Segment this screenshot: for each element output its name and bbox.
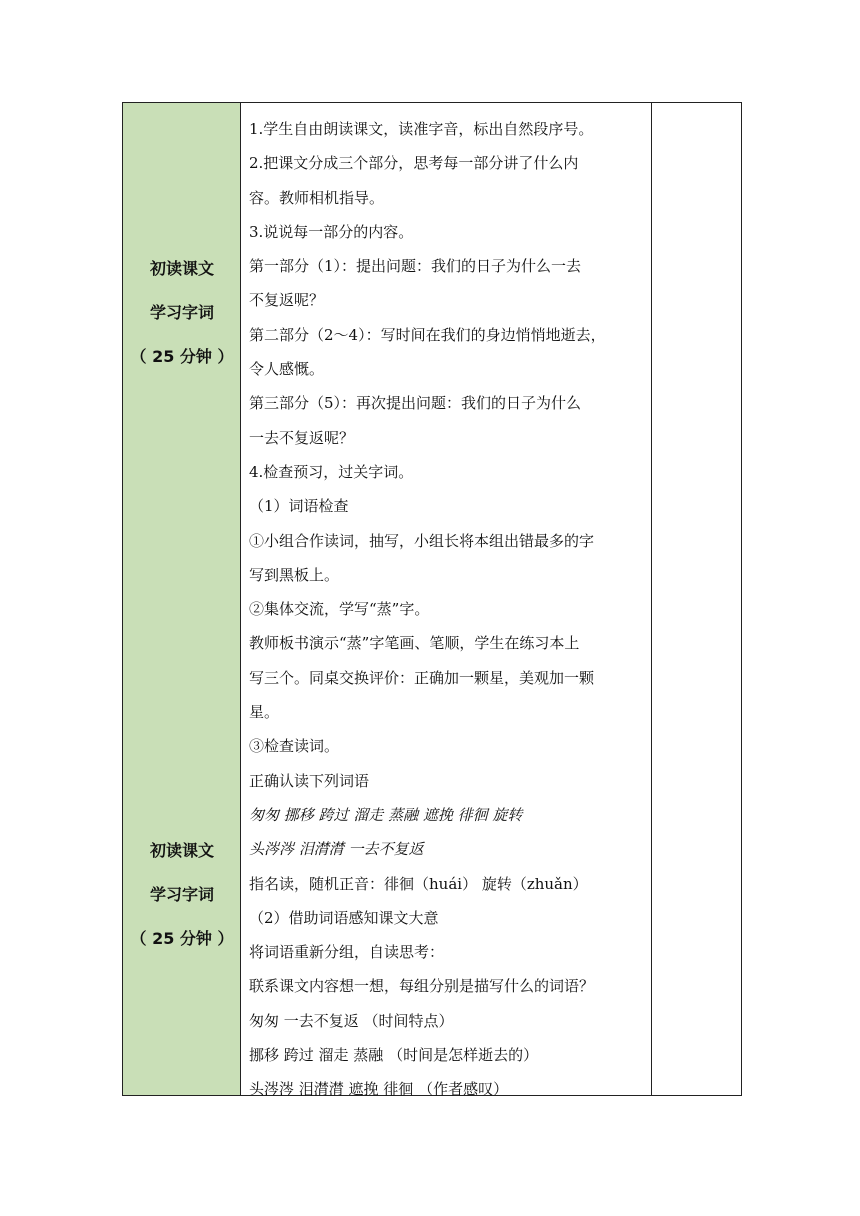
content-line: 正确认读下列词语 [249, 771, 370, 790]
content-line: 2.把课文分成三个部分，思考每一部分讲了什么内 [249, 154, 579, 173]
content-line: 联系课文内容想一想，每组分别是描写什么的词语？ [249, 977, 595, 996]
content-line: 第三部分（5）：再次提出问题：我们的日子为什么 [249, 394, 582, 413]
content-line: ②集体交流，学写“蒸”字。 [249, 600, 430, 619]
vocabulary-line: 头涔涔 泪潸潸 一去不复返 [249, 840, 424, 859]
content-line: （1）词语检查 [249, 497, 349, 516]
content-line: （2）借助词语感知课文大意 [249, 908, 439, 927]
content-line: 1.学生自由朗读课文，读准字音，标出自然段序号。 [249, 120, 594, 138]
stage-duration: （ 25 分钟 ） [130, 929, 234, 948]
content-line: 令人感慨。 [249, 360, 325, 379]
stage-subtitle: 学习字词 [149, 885, 214, 904]
word-group-line: 头涔涔 泪潸潸 遮挽 徘徊 （作者感叹） [249, 1080, 509, 1099]
content-line: 指名读，随机正音：徘徊（huái） 旋转（zhuǎn） [249, 874, 588, 893]
content-line: 一去不复返呢？ [249, 428, 355, 447]
notes-column [652, 103, 741, 1095]
content-line: 教师板书演示“蒸”字笔画、笔顺，学生在练习本上 [249, 634, 580, 653]
content-line: 4.检查预习，过关字词。 [249, 462, 414, 481]
content-line: 3.说说每一部分的内容。 [249, 222, 414, 241]
word-group-line: 匆匆 一去不复返 （时间特点） [249, 1011, 454, 1030]
stage-title: 初读课文 [149, 841, 214, 860]
content-line: 第二部分（2～4）：写时间在我们的身边悄悄地逝去， [249, 325, 606, 344]
content-line: 星。 [249, 703, 280, 722]
vocabulary-line: 匆匆 挪移 跨过 溜走 蒸融 遮挽 徘徊 旋转 [249, 805, 523, 824]
stage-duration: （ 25 分钟 ） [130, 347, 234, 366]
content-line: 第一部分（1）：提出问题：我们的日子为什么一去 [249, 257, 582, 276]
word-group-line: 挪移 跨过 溜走 蒸融 （时间是怎样逝去的） [249, 1046, 539, 1065]
content-line: 容。教师相机指导。 [249, 188, 385, 207]
content-line: ③检查读词。 [249, 737, 340, 756]
stage-subtitle: 学习字词 [149, 303, 214, 322]
content-line: 将词语重新分组，自读思考： [249, 943, 445, 962]
stage-title: 初读课文 [149, 259, 214, 278]
lesson-plan-table [122, 102, 742, 1099]
stage-label-bottom [123, 829, 241, 961]
stage-label-top [123, 247, 241, 379]
stage-column [123, 103, 241, 1095]
content-line: ①小组合作读词，抽写，小组长将本组出错最多的字 [249, 531, 595, 550]
activity-content-column [241, 103, 652, 1099]
content-line: 不复返呢？ [249, 291, 325, 310]
content-line: 写三个。同桌交换评价：正确加一颗星，美观加一颗 [249, 668, 595, 687]
content-line: 写到黑板上。 [249, 565, 340, 584]
